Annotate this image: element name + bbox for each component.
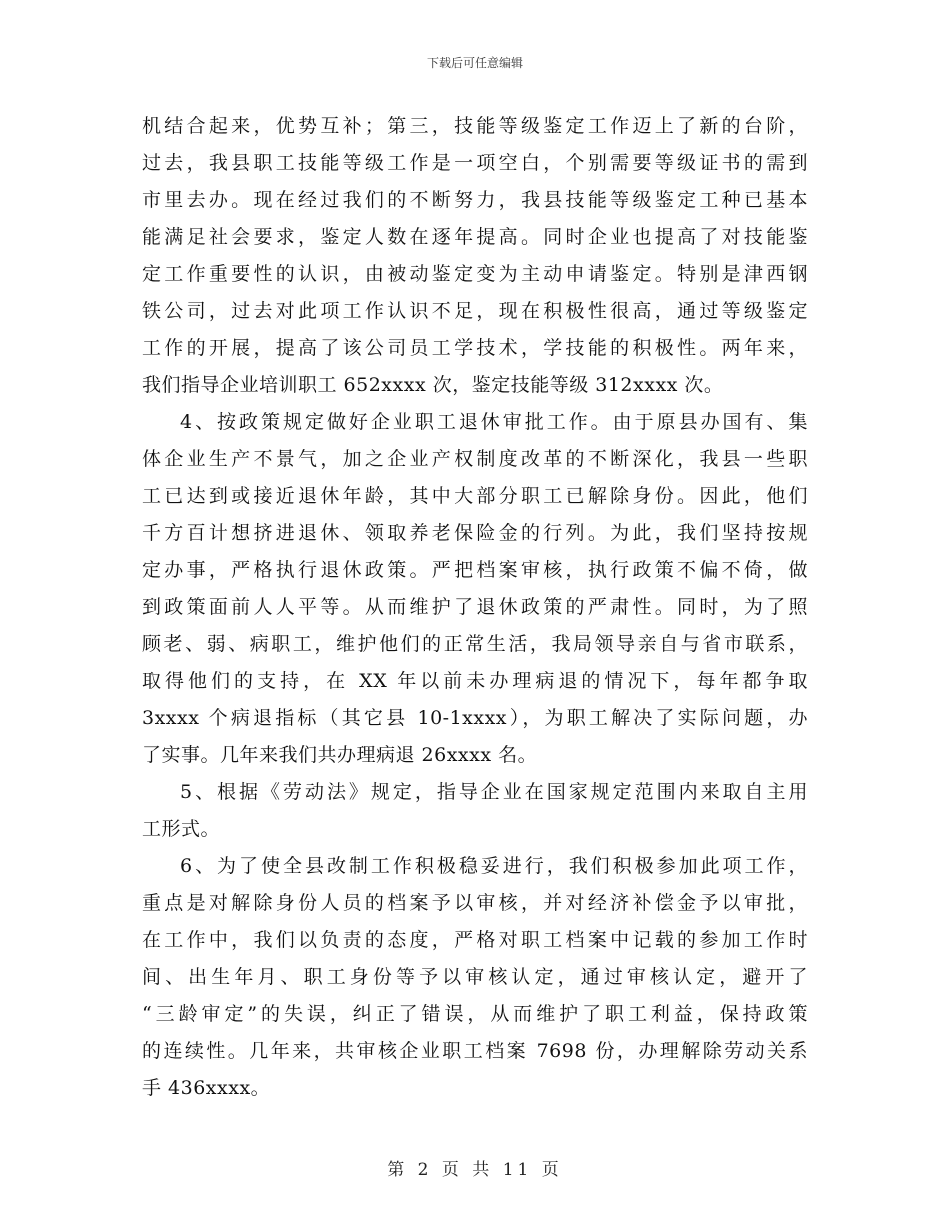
text-line: 6、为了使全县改制工作积极稳妥进行，我们积极参加此项工作， [180, 855, 808, 877]
text-line: 铁公司，过去对此项工作认识不足，现在积极性很高，通过等级鉴定 [142, 300, 808, 322]
text-line: 重点是对解除身份人员的档案予以审核，并对经济补偿金予以审批， [142, 892, 808, 914]
text-line: 顾老、弱、病职工，维护他们的正常生活，我局领导亲自与省市联系， [142, 633, 808, 655]
text-line: 工已达到或接近退休年龄，其中大部分职工已解除身份。因此，他们 [142, 485, 808, 507]
text-line: 我们指导企业培训职工 652xxxx 次，鉴定技能等级 312xxxx 次。 [142, 374, 724, 396]
text-line: 定办事，严格执行退休政策。严把档案审核，执行政策不偏不倚，做 [142, 559, 808, 581]
text-line: 间、出生年月、职工身份等予以审核认定，通过审核认定，避开了 [142, 966, 808, 988]
text-line: 能满足社会要求，鉴定人数在逐年提高。同时企业也提高了对技能鉴 [142, 226, 808, 248]
text-line: 千方百计想挤进退休、领取养老保险金的行列。为此，我们坚持按规 [142, 522, 808, 544]
text-line: 3xxxx 个病退指标（其它县 10-1xxxx），为职工解决了实际问题，办 [142, 707, 808, 729]
text-line: 手 436xxxx。 [142, 1077, 271, 1099]
text-line: “三龄审定”的失误，纠正了错误，从而维护了职工利益，保持政策 [142, 1003, 808, 1025]
text-line: 4、按政策规定做好企业职工退休审批工作。由于原县办国有、集 [180, 411, 808, 433]
text-line: 取得他们的支持，在 XX 年以前未办理病退的情况下，每年都争取 [142, 670, 808, 692]
page-header: 下载后可任意编辑 [426, 56, 523, 70]
document-body [142, 108, 808, 1107]
text-line: 体企业生产不景气，加之企业产权制度改革的不断深化，我县一些职 [142, 448, 808, 470]
text-line: 市里去办。现在经过我们的不断努力，我县技能等级鉴定工种已基本 [142, 189, 808, 211]
text-line: 过去，我县职工技能等级工作是一项空白，个别需要等级证书的需到 [142, 152, 808, 174]
text-line: 了实事。几年来我们共办理病退 26xxxx 名。 [142, 744, 538, 766]
text-line: 定工作重要性的认识，由被动鉴定变为主动申请鉴定。特别是津西钢 [142, 263, 808, 285]
text-line: 工形式。 [142, 818, 221, 840]
text-line: 工作的开展，提高了该公司员工学技术，学技能的积极性。两年来， [142, 337, 808, 359]
text-line: 机结合起来，优势互补；第三，技能等级鉴定工作迈上了新的台阶， [142, 115, 808, 137]
page-number-footer: 第 2 页 共 11 页 [387, 1160, 563, 1180]
text-line: 5、根据《劳动法》规定，指导企业在国家规定范围内来取自主用 [180, 781, 808, 803]
text-line: 到政策面前人人平等。从而维护了退休政策的严肃性。同时，为了照 [142, 596, 808, 618]
text-line: 的连续性。几年来，共审核企业职工档案 7698 份，办理解除劳动关系 [142, 1040, 808, 1062]
text-line: 在工作中，我们以负责的态度，严格对职工档案中记载的参加工作时 [142, 929, 808, 951]
